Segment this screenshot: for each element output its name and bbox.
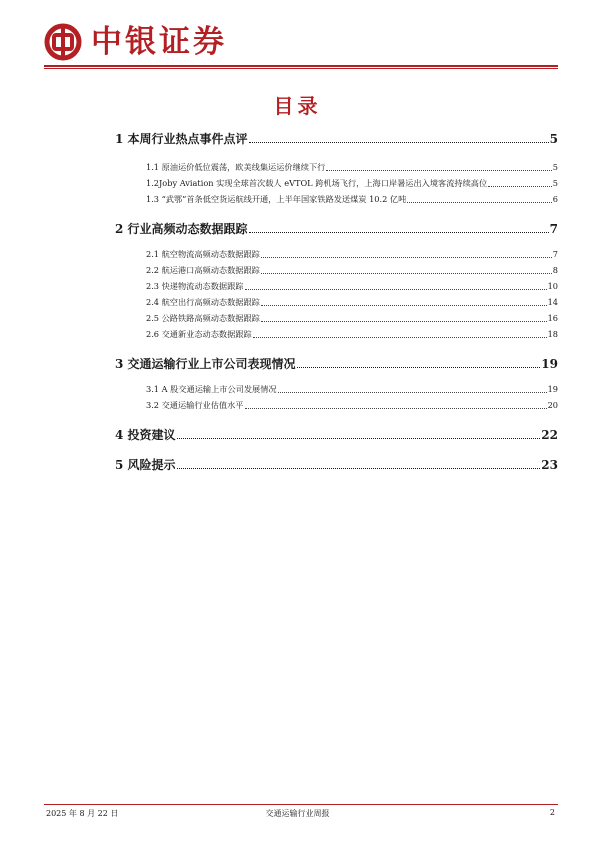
toc-leader-dots — [326, 169, 551, 171]
brand-name: 中银证券 — [91, 24, 227, 60]
footer-page-number: 2 — [549, 808, 555, 817]
page-title: 目录 — [273, 94, 322, 118]
toc-subsection-entry[interactable] — [146, 178, 558, 189]
toc-entry-label: 2.3 快递物流动态数据跟踪 — [146, 281, 244, 291]
toc-subsection-entry[interactable] — [146, 265, 558, 276]
toc-entry-page: 5 — [549, 132, 558, 146]
toc-entry-page: 7 — [552, 249, 558, 259]
toc-leader-dots — [261, 272, 552, 274]
toc-leader-dots — [488, 185, 552, 187]
toc-entry-page: 14 — [547, 297, 558, 307]
toc-entry-page: 7 — [549, 222, 558, 236]
toc-leader-dots — [407, 201, 551, 203]
toc-leader-dots — [253, 336, 547, 338]
toc-entry-label: 1.1 原油运价低位震荡，欧美线集运运价继续下行 — [146, 162, 326, 172]
toc-entry-page: 20 — [547, 400, 558, 410]
toc-entry-label: 2.2 航运港口高频动态数据跟踪 — [146, 265, 260, 275]
toc-entry-label: 3 交通运输行业上市公司表现情况 — [115, 357, 296, 371]
toc-section-entry[interactable] — [115, 426, 558, 443]
toc-leader-dots — [177, 437, 541, 439]
toc-leader-dots — [261, 320, 547, 322]
toc-leader-dots — [261, 256, 552, 258]
toc-subsection-entry[interactable] — [146, 329, 558, 340]
toc-subsection-entry[interactable] — [146, 162, 558, 173]
toc-entry-label: 2.6 交通新业态动态数据跟踪 — [146, 329, 252, 339]
footer-divider — [44, 804, 558, 805]
toc-entry-label: 1 本周行业热点事件点评 — [115, 132, 248, 146]
toc-subsection-entry[interactable] — [146, 281, 558, 292]
toc-leader-dots — [245, 407, 547, 409]
toc-entry-page: 18 — [547, 329, 558, 339]
brand-logo — [44, 22, 227, 62]
toc-entry-page: 22 — [541, 428, 558, 442]
toc-subsection-entry[interactable] — [146, 384, 558, 395]
toc-section-entry[interactable] — [115, 130, 558, 147]
toc-leader-dots — [297, 366, 541, 368]
header-divider — [44, 65, 558, 69]
footer-report-name: 交通运输行业周报 — [265, 809, 330, 818]
bank-of-china-logo-icon — [44, 23, 82, 61]
toc-entry-label: 2.5 公路铁路高频动态数据跟踪 — [146, 313, 260, 323]
toc-entry-label: 5 风险提示 — [115, 458, 176, 472]
toc-entry-page: 23 — [541, 458, 558, 472]
toc-entry-label: 1.3 “武鄂”首条低空货运航线开通，上半年国家铁路发送煤炭 10.2 亿吨 — [146, 194, 407, 204]
toc-entry-label: 3.1 A 股交通运输上市公司发展情况 — [146, 384, 277, 394]
toc-entry-label: 2.4 航空出行高频动态数据跟踪 — [146, 297, 260, 307]
toc-leader-dots — [249, 141, 549, 143]
toc-entry-label: 3.2 交通运输行业估值水平 — [146, 400, 244, 410]
toc-leader-dots — [245, 288, 547, 290]
toc-entry-label: 2.1 航空物流高频动态数据跟踪 — [146, 249, 260, 259]
toc-entry-page: 5 — [552, 178, 558, 188]
toc-subsection-entry[interactable] — [146, 400, 558, 411]
toc-entry-label: 2 行业高频动态数据跟踪 — [115, 222, 248, 236]
toc-entry-page: 19 — [547, 384, 558, 394]
toc-entry-page: 19 — [541, 357, 558, 371]
toc-entry-label: 1.2Joby Aviation 实现全球首次载人 eVTOL 跨机场飞行，上海口岸暑运出入境客流持续高位 — [146, 178, 488, 188]
toc-entry-label: 4 投资建议 — [115, 428, 176, 442]
toc-entry-page: 6 — [552, 194, 558, 204]
toc-subsection-entry[interactable] — [146, 194, 558, 205]
toc-entry-page: 8 — [552, 265, 558, 275]
footer-date: 2025 年 8 月 22 日 — [46, 809, 119, 818]
toc-entry-page: 10 — [547, 281, 558, 291]
toc-leader-dots — [177, 467, 541, 469]
toc-leader-dots — [278, 391, 547, 393]
toc-leader-dots — [249, 231, 549, 233]
toc-section-entry[interactable] — [115, 355, 558, 372]
toc-section-entry[interactable] — [115, 220, 558, 237]
toc-section-entry[interactable] — [115, 456, 558, 473]
toc-leader-dots — [261, 304, 547, 306]
toc-entry-page: 5 — [552, 162, 558, 172]
toc-subsection-entry[interactable] — [146, 297, 558, 308]
toc-subsection-entry[interactable] — [146, 313, 558, 324]
toc-subsection-entry[interactable] — [146, 249, 558, 260]
toc-entry-page: 16 — [547, 313, 558, 323]
